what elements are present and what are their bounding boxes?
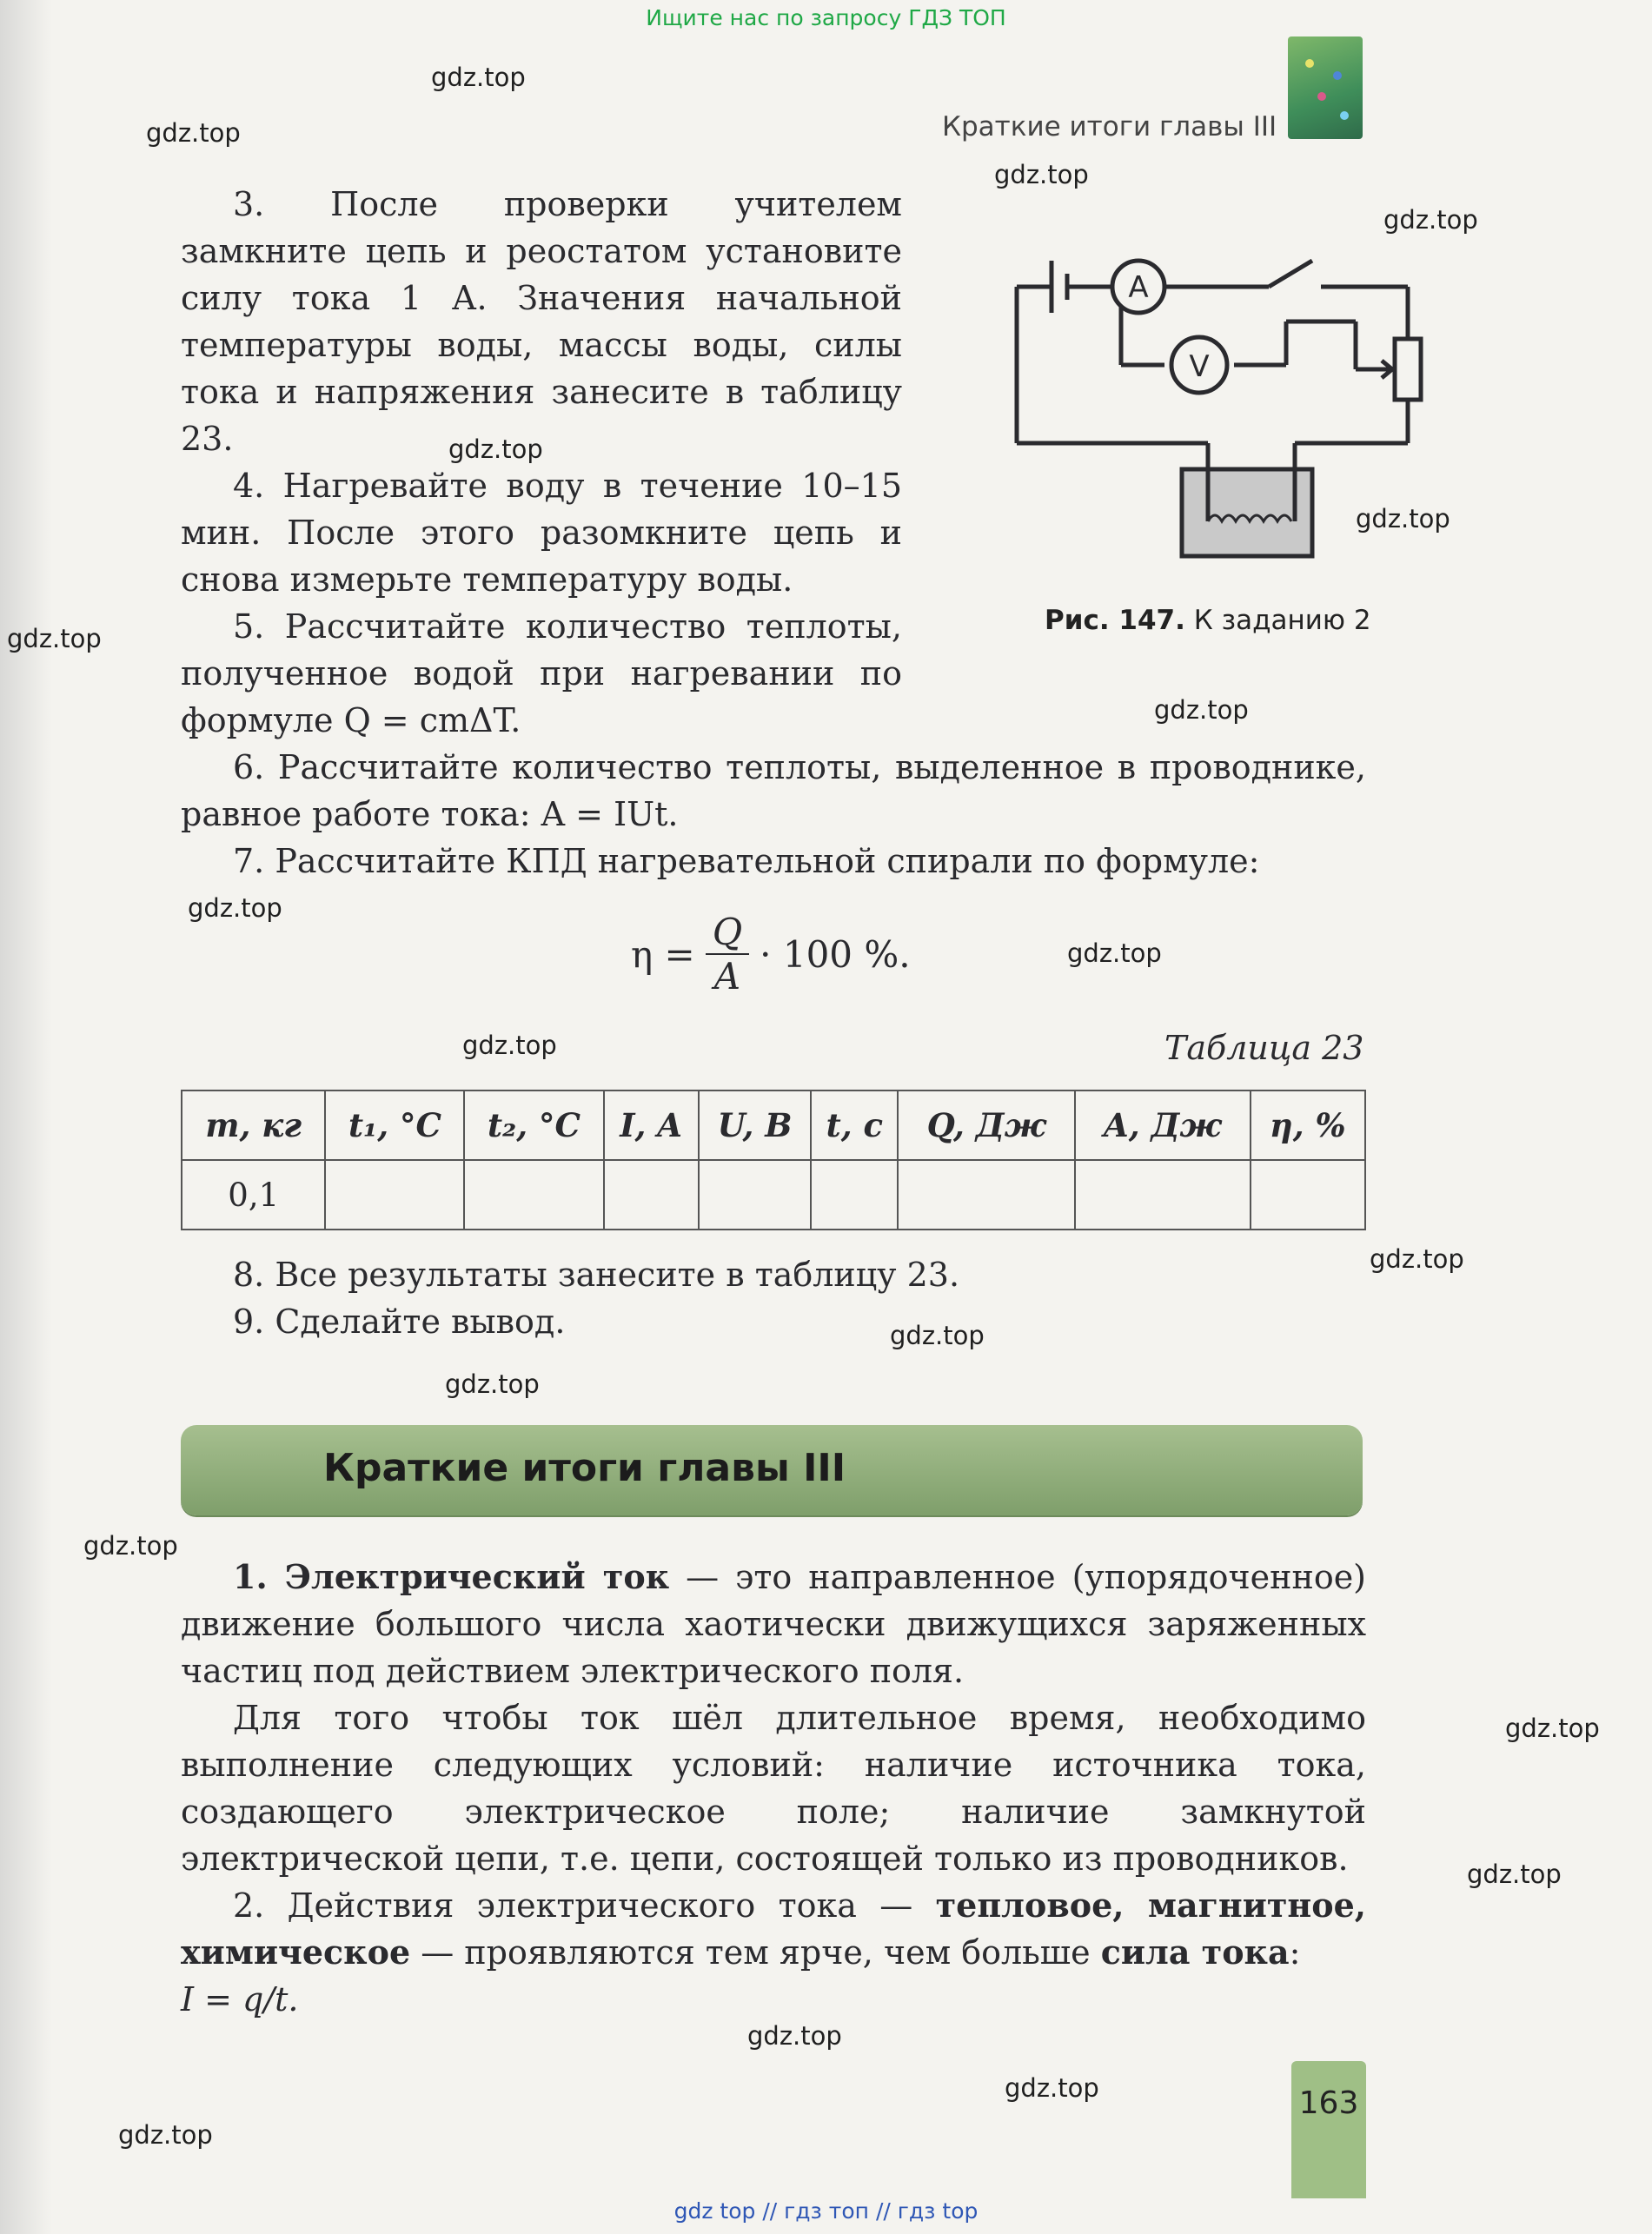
efficiency-formula (631, 911, 911, 998)
page-shadow (0, 0, 52, 2234)
summary-point-2 (181, 1882, 1366, 1976)
running-head: Краткие итоги главы III (942, 111, 1277, 143)
steps-6-7 (181, 744, 1366, 885)
watermark: gdz.top (7, 624, 102, 653)
table-cell (699, 1160, 812, 1230)
voltmeter-label: V (1189, 349, 1210, 384)
table-header-cell: A, Дж (1075, 1090, 1250, 1160)
step-6-text: 6. Рассчитайте количество теплоты, выделенное в проводнике, равное работе тока: A = IUt. (181, 748, 1366, 833)
summary-point-1-rest: — это направленное (упорядоченное) движение большого числа хаотически движущихся заряженных частиц под действием электрического поля. (181, 1558, 1367, 1690)
table-header-cell: U, B (699, 1090, 812, 1160)
table-title: Таблица 23 (1164, 1029, 1364, 1067)
watermark: gdz.top (188, 893, 282, 923)
watermark: gdz.top (1356, 504, 1450, 534)
page-number-tab (1291, 2061, 1366, 2198)
step-5-text: 5. Рассчитайте количество теплоты, полученное водой при нагревании по формуле Q = cmΔT. (181, 607, 902, 739)
step-3-text: 3. После проверки учителем замкните цепь и реостатом установите силу тока 1 А. Значения начальной температуры воды, массы воды, силы тока и напряжения занесите в таблицу 23. (181, 185, 902, 458)
steps-8-9 (181, 1251, 1366, 1345)
summary-point-2-d: сила тока (1100, 1932, 1290, 1972)
table-header-cell: I, A (604, 1090, 699, 1160)
chapter-corner-image (1288, 36, 1363, 139)
formula-denominator: A (713, 955, 741, 998)
figure-caption-text: К заданию 2 (1193, 605, 1371, 636)
page-number: 163 (1298, 2085, 1359, 2121)
table-header-cell: t, c (811, 1090, 898, 1160)
table-header-cell: Q, Дж (898, 1090, 1075, 1160)
table-cell (1075, 1160, 1250, 1230)
figure-caption (1045, 605, 1371, 636)
table-header-cell: m, кг (182, 1090, 325, 1160)
watermark: gdz.top (1370, 1244, 1464, 1274)
step-9-text: 9. Сделайте вывод. (233, 1303, 566, 1341)
summary-point-1 (181, 1554, 1366, 1694)
table-cell: 0,1 (182, 1160, 325, 1230)
watermark: gdz.top (431, 63, 526, 92)
results-table (181, 1090, 1366, 1230)
table-cell (325, 1160, 464, 1230)
figure-label: Рис. 147. (1045, 605, 1185, 636)
watermark: gdz.top (1005, 2073, 1099, 2103)
summary-point-2-c: — проявляются тем ярче, чем больше (410, 1933, 1101, 1972)
watermark: gdz.top (1467, 1859, 1562, 1889)
summary-current-formula: I = q/t. (181, 1980, 299, 2019)
table-cell (811, 1160, 898, 1230)
formula-numerator: Q (706, 911, 749, 955)
watermark: gdz.top (747, 2021, 842, 2051)
summary-conditions: Для того чтобы ток шёл длительное время, необходимо выполнение следующих условий: наличие источника тока, создающего электрическое поле; наличие замкнутой электрической цепи, т.е. цепи, состоящей только из проводников. (181, 1699, 1366, 1878)
table-header-cell: t₁, °C (325, 1090, 464, 1160)
table-cell (898, 1160, 1075, 1230)
table-row (182, 1160, 1365, 1230)
footer-links[interactable]: gdz top // гдз топ // гдз top (673, 2198, 979, 2224)
watermark: gdz.top (83, 1531, 178, 1561)
table-header-cell: t₂, °C (464, 1090, 603, 1160)
watermark: gdz.top (448, 434, 543, 464)
table-header-row (182, 1090, 1365, 1160)
watermark: gdz.top (994, 160, 1089, 189)
formula-fraction (706, 911, 749, 998)
formula-rhs: · 100 %. (760, 932, 911, 976)
summary-point-2-b: тепловое, магнитное, химическое (181, 1886, 1366, 1972)
ammeter-label: A (1128, 270, 1149, 305)
table-cell (1251, 1160, 1365, 1230)
watermark: gdz.top (1154, 695, 1249, 725)
table-cell (464, 1160, 603, 1230)
watermark: gdz.top (445, 1369, 540, 1399)
step-4-text: 4. Нагревайте воду в течение 10–15 мин. После этого разомкните цепь и снова измерьте температуру воды. (181, 467, 902, 599)
table-cell (604, 1160, 699, 1230)
watermark: gdz.top (1505, 1714, 1600, 1743)
watermark: gdz.top (146, 118, 241, 148)
step-8-text: 8. Все результаты занесите в таблицу 23. (233, 1256, 960, 1294)
watermark: gdz.top (890, 1321, 985, 1350)
watermark: gdz.top (118, 2120, 213, 2150)
summary-point-2-e: : (1289, 1933, 1301, 1972)
watermark: gdz.top (462, 1031, 557, 1060)
table-header-cell: η, % (1251, 1090, 1365, 1160)
watermark: gdz.top (1383, 205, 1478, 235)
summary-text (181, 1554, 1366, 2023)
top-banner: Ищите нас по запросу ГДЗ ТОП (646, 5, 1006, 30)
section-title: Краткие итоги главы III (323, 1446, 846, 1490)
summary-term-current: 1. Электрический ток (233, 1557, 670, 1596)
watermark: gdz.top (1067, 938, 1162, 968)
summary-point-2-a: 2. Действия электрического тока — (233, 1886, 936, 1925)
formula-lhs: η = (631, 932, 695, 976)
step-7-text: 7. Рассчитайте КПД нагревательной спирали по формуле: (233, 842, 1260, 880)
